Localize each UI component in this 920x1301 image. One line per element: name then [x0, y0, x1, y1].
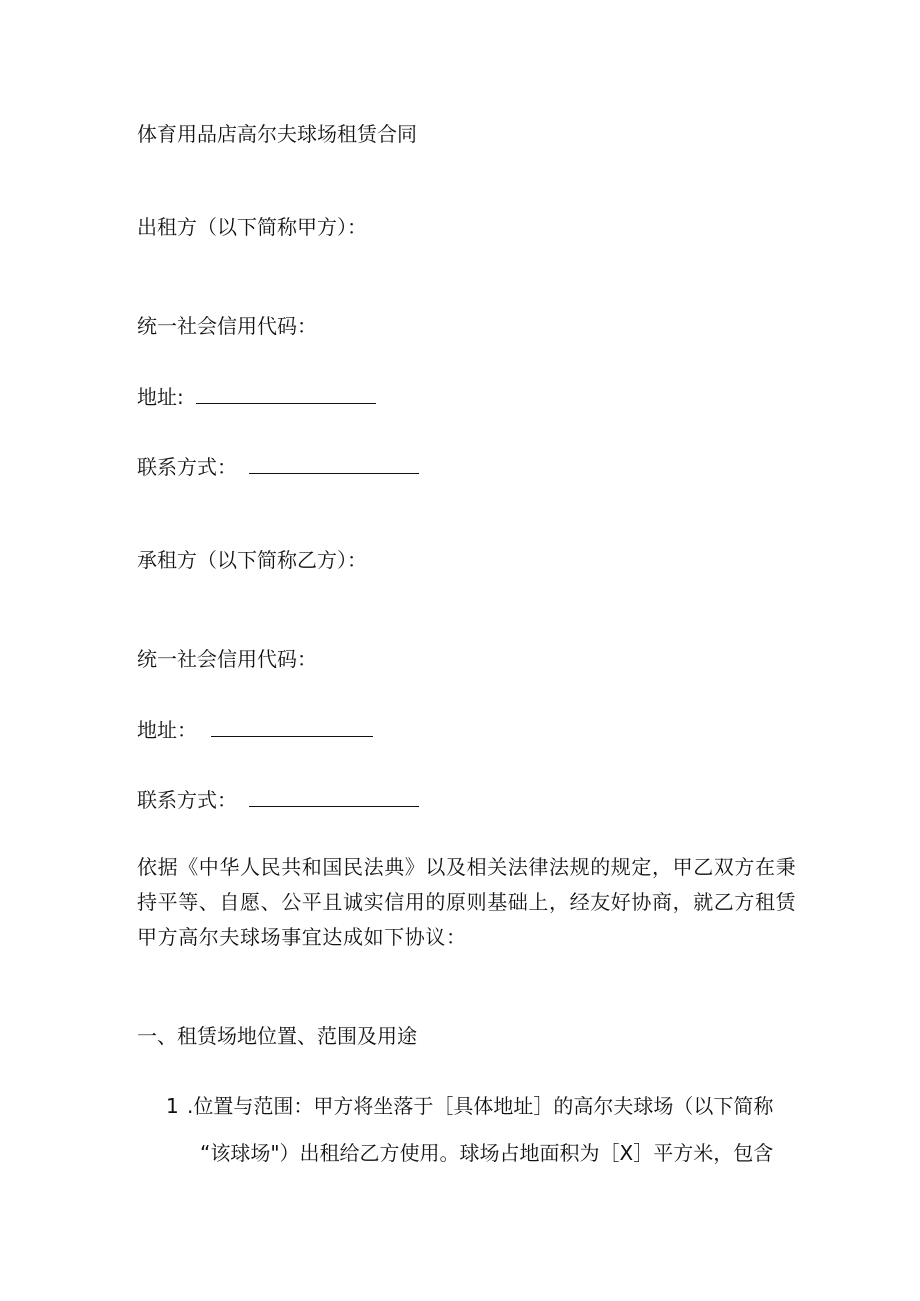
lessee-heading: 承租方（以下简称乙方）： — [137, 548, 367, 572]
lessor-contact-label: 联系方式： — [137, 455, 237, 479]
lessee-contact-row — [137, 788, 419, 812]
lessee-address-label: 地址： — [137, 718, 197, 742]
item-1-line-2: “该球场"）出租给乙方使用。球场占地面积为［X］平方米，包含 — [200, 1141, 774, 1165]
lessee-contact-label: 联系方式： — [137, 788, 237, 812]
lessee-credit-code-label: 统一社会信用代码： — [137, 647, 317, 671]
lessee-address-blank — [211, 718, 373, 737]
lessor-address-row — [137, 385, 376, 409]
preamble-line: 依据《中华人民共和国民法典》以及相关法律法规的规定，甲乙双方在秉 — [137, 855, 797, 879]
lessor-contact-blank — [249, 455, 419, 474]
section-1-heading: 一、租赁场地位置、范围及用途 — [137, 1024, 417, 1048]
lessee-address-row — [137, 718, 373, 742]
document-title: 体育用品店高尔夫球场租赁合同 — [137, 122, 417, 146]
item-1-line-1: .位置与范围：甲方将坐落于［具体地址］的高尔夫球场（以下简称 — [187, 1094, 774, 1118]
preamble-line: 甲方高尔夫球场事宜达成如下协议： — [137, 925, 467, 949]
preamble-line: 持平等、自愿、公平且诚实信用的原则基础上，经友好协商，就乙方租赁 — [137, 890, 797, 914]
lessor-credit-code-label: 统一社会信用代码： — [137, 314, 317, 338]
lessor-address-blank — [196, 385, 376, 404]
preamble-paragraph — [137, 850, 797, 955]
lessee-contact-blank — [249, 788, 419, 807]
lessor-heading: 出租方（以下简称甲方）： — [137, 215, 367, 239]
item-1-number: 1 — [166, 1094, 179, 1118]
lessor-contact-row — [137, 455, 419, 479]
lessor-address-label: 地址: — [137, 385, 184, 409]
